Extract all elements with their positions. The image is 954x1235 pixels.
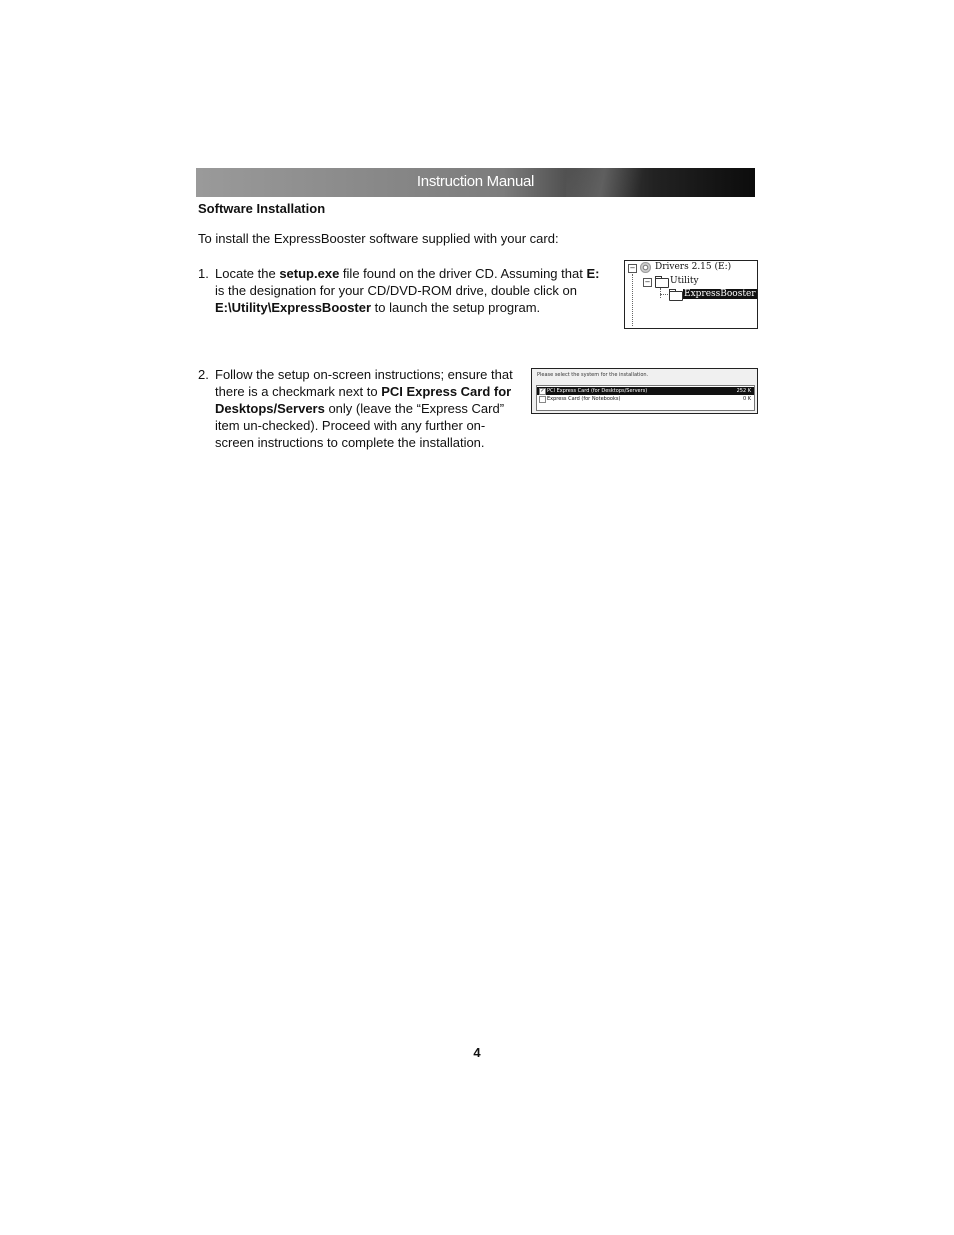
tree-item-expressbooster[interactable]	[683, 289, 757, 299]
step-text: Follow the setup on-screen instructions; ensure that there is a checkmark next to	[215, 367, 513, 399]
header-title: Instruction Manual	[416, 173, 535, 190]
path-text: E:\Utility\ExpressBooster	[215, 300, 372, 315]
list-item[interactable]	[537, 387, 754, 395]
step-1	[198, 265, 608, 316]
file-name: setup.exe	[279, 266, 340, 281]
step-text: file found on the driver CD. Assuming that	[339, 266, 587, 281]
page-number: 4	[473, 1045, 481, 1060]
list-item-size: 0 K	[742, 396, 751, 402]
select-prompt: Please select the system for the installation.	[537, 372, 649, 378]
list-item-label: Express Card (for Notebooks)	[547, 396, 621, 402]
open-folder-icon	[669, 291, 683, 301]
option-name: PCI Express Card for Desktops/Servers	[215, 384, 512, 416]
header-bar	[196, 168, 755, 197]
intro-text: To install the ExpressBooster software supplied with your card:	[198, 231, 559, 246]
step-text: to launch the setup program.	[371, 300, 541, 315]
cd-drive-icon	[640, 262, 651, 273]
step-text: only (leave the “Express Card” item un-checked). Proceed with any further on-screen instructions to complete the installation.	[215, 401, 505, 450]
step-text: Locate the	[215, 266, 280, 281]
tree-line	[660, 294, 668, 295]
folder-tree-screenshot	[624, 260, 758, 329]
tree-item-utility[interactable]: Utility	[670, 276, 699, 286]
checkbox-checked[interactable]: ✓	[540, 388, 545, 394]
step-body	[215, 265, 608, 316]
tree-item-drive[interactable]: Drivers 2.15 (E:)	[655, 262, 732, 272]
checkbox-unchecked[interactable]	[539, 396, 546, 403]
tree-line	[660, 288, 661, 298]
drive-letter: E:	[586, 266, 600, 281]
collapse-icon[interactable]: −	[644, 278, 651, 286]
tree-line	[632, 274, 633, 326]
collapse-icon[interactable]: −	[629, 264, 636, 272]
selected-item-label: ExpressBooster	[684, 289, 756, 299]
section-title: Software Installation	[198, 201, 326, 216]
list-item-size: 252 K	[736, 388, 751, 394]
step-body	[215, 366, 518, 451]
step-number: 1.	[198, 266, 209, 281]
component-select-screenshot	[531, 368, 758, 414]
folder-icon	[655, 278, 669, 288]
step-2	[198, 366, 518, 451]
list-item[interactable]	[537, 395, 754, 403]
step-number: 2.	[198, 367, 209, 382]
list-item-label: PCI Express Card (for Desktops/Servers)	[547, 388, 648, 394]
step-text: is the designation for your CD/DVD-ROM drive, double click on	[215, 283, 577, 298]
component-list	[536, 385, 755, 411]
